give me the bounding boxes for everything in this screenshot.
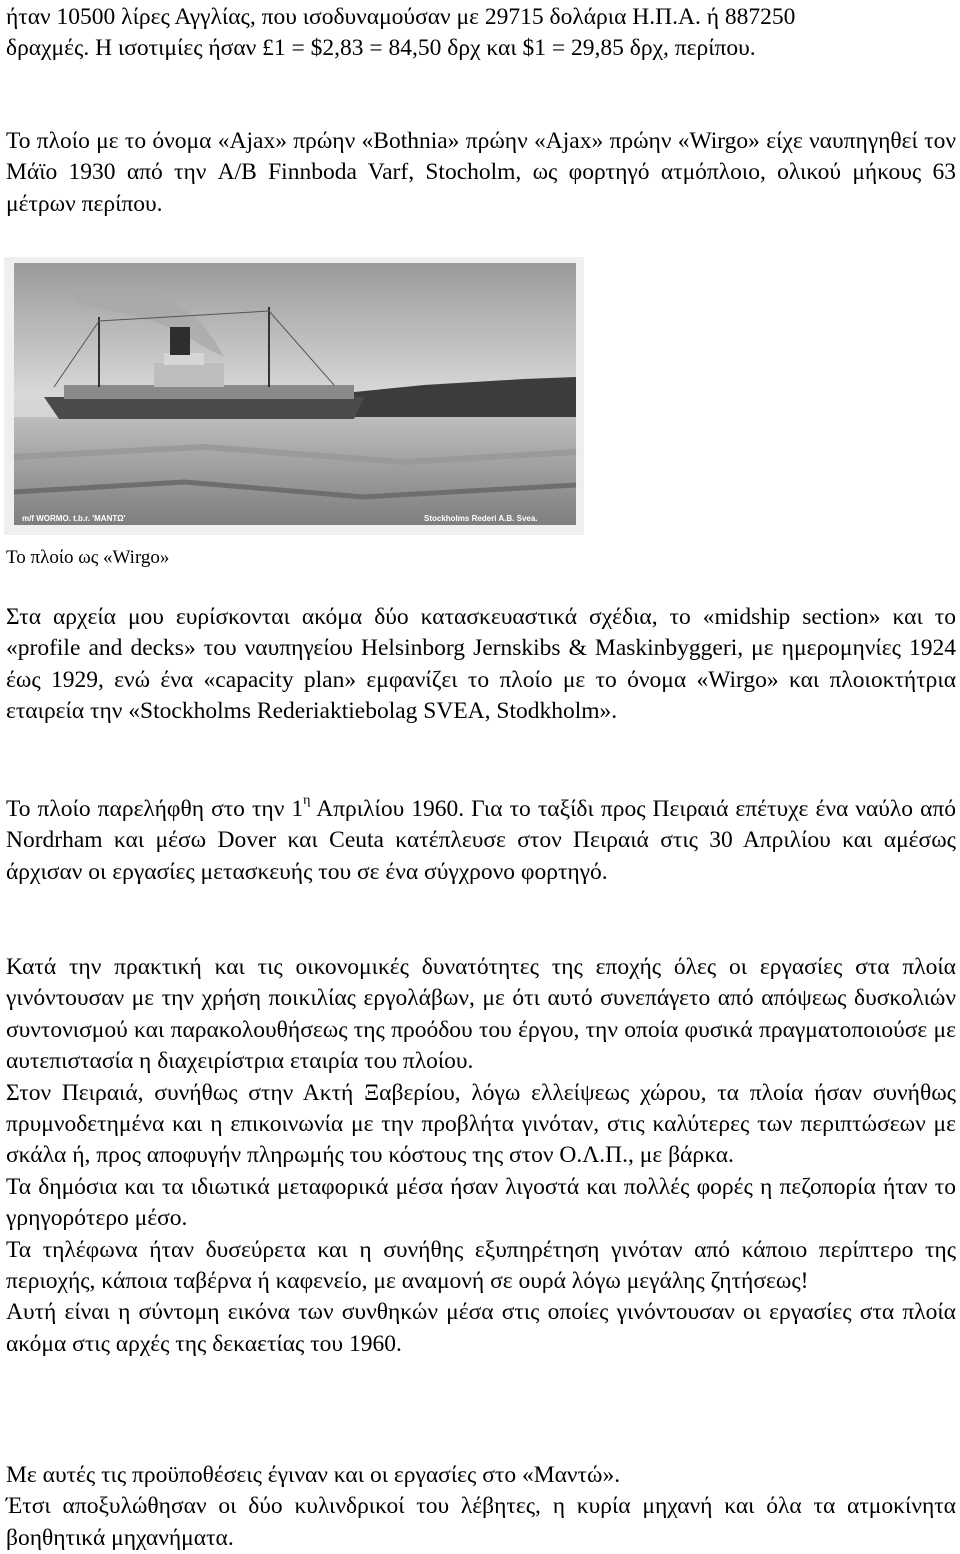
intro-line-2: δραχμές. Η ισοτιμίες ήσαν £1 = $2,83 = 84,50 δρχ και $1 = 29,85 δρχ, περίπου. — [6, 35, 756, 62]
photo-label-right: Stockholms Rederi A.B. Svea. — [424, 514, 538, 523]
practice-paragraph-piraeus: Στον Πειραιά, συνήθως στην Ακτή Ξαβερίου, λόγω ελλείψεως χώρου, τα πλοία ήσαν συνήθως πρυμνοδετημένα και η επικοινωνία με την προβλήτα γινόταν, στις καλύτερες των περιπτώσεων με σκάλα ή, προς αποφυγήν πληρωμής του κόστους της στον Ο.Λ.Π., με βάρκα. — [6, 1079, 956, 1169]
practice-paragraph-telephones: Τα τηλέφωνα ήταν δυσεύρετα και η συνήθης εξυπηρέτηση γινόταν από κάποιο περίπτερο της περιοχής, κάποια ταβέρνα ή καφενείο, με αναμονή σε ουρά λόγω μεγάλης ζητήσεως! — [6, 1236, 956, 1295]
ship-photo — [4, 257, 584, 535]
practice-paragraph-summary: Αυτή είναι η σύντομη εικόνα των συνθηκών μέσα στις οποίες γινόντουσαν οι εργασίες στα πλοία ακόμα στις αρχές της δεκαετίας του 1960. — [6, 1299, 956, 1357]
final-paragraph-boilers: Έτσι αποξυλώθησαν οι δύο κυλινδρικοί του λέβητες, η κυρία μηχανή και όλα τα ατμοκίνητα βοηθητικά μηχανήματα. — [6, 1493, 956, 1551]
practice-section — [6, 952, 956, 1360]
practice-paragraph-transport: Τα δημόσια και τα ιδιωτικά μεταφορικά μέσα ήσαν λιγοστά και πολλές φορές η πεζοπορία ήταν το γρηγορότερο μέσο. — [6, 1173, 956, 1232]
practice-paragraph-contractors: Κατά την πρακτική και τις οικονομικές δυνατότητες της εποχής όλες οι εργασίες στα πλοία γινόντουσαν με την χρήση ποικιλίας εργολάβων, με ότι αυτό συνεπάγετο από απόψεως δυσκολιών συντονισμού και παρακολουθήσεως της προόδου του έργου, την οποία φυσικά πραγματοποιούσε με αυτεπιστασία η διαχειρίστρια εταιρία του πλοίου. — [6, 954, 956, 1075]
ship-photo-image — [4, 257, 584, 535]
received-paragraph — [6, 794, 956, 888]
archives-paragraph: Στα αρχεία μου ευρίσκονται ακόμα δύο κατασκευαστικά σχέδια, το «midship section» και το «profile and decks» του ναυπηγείου Helsinborg Jernskibs & Maskinbyggeri, με ημερομηνίες 1924 έως 1929, ενώ ένα «capacity plan» εμφανίζει το πλοίο με το όνομα «Wirgo» και πλοιοκτήτρια εταιρεία την «Stockholms Rederiaktiebolag SVEA, Stodkholm». — [6, 604, 956, 725]
final-paragraph-works: Με αυτές τις προϋποθέσεις έγιναν και οι εργασίες στο «Μαντώ». — [6, 1462, 621, 1488]
ajax-paragraph: Το πλοίο με το όνομα «Ajax» πρώην «Bothnia» πρώην «Ajax» πρώην «Wirgo» είχε ναυπηγηθεί τον Μάϊο 1930 από την A/B Finnboda Varf, Stocholm, ως φορτηγό ατμόπλοιο, ολικού μήκους 63 μέτρων περίπου. — [6, 128, 956, 217]
photo-label-left: m/f WORMO. t.b.r. 'ΜΑΝΤΩ' — [22, 514, 126, 523]
final-section — [6, 1460, 956, 1554]
received-text-part2: Απριλίου 1960. Για το ταξίδι προς Πειραιά επέτυχε ένα ναύλο από Nordrham και μέσω Dover και Ceuta κατέπλευσε στον Πειραιά στις 30 Απριλίου και αμέσως άρχισαν οι εργασίες μετασκευής του σε ένα σύγχρονο φορτηγό. — [6, 796, 956, 885]
received-text-part1: Το πλοίο παρελήφθη στο την 1 — [6, 796, 304, 822]
received-superscript: η — [303, 793, 311, 808]
photo-caption: Το πλοίο ως «Wirgo» — [6, 547, 170, 568]
intro-line-1: ήταν 10500 λίρες Αγγλίας, που ισοδυναμούσαν με 29715 δολάρια Η.Π.Α. ή 887250 — [6, 4, 796, 30]
intro-paragraph — [6, 2, 956, 65]
